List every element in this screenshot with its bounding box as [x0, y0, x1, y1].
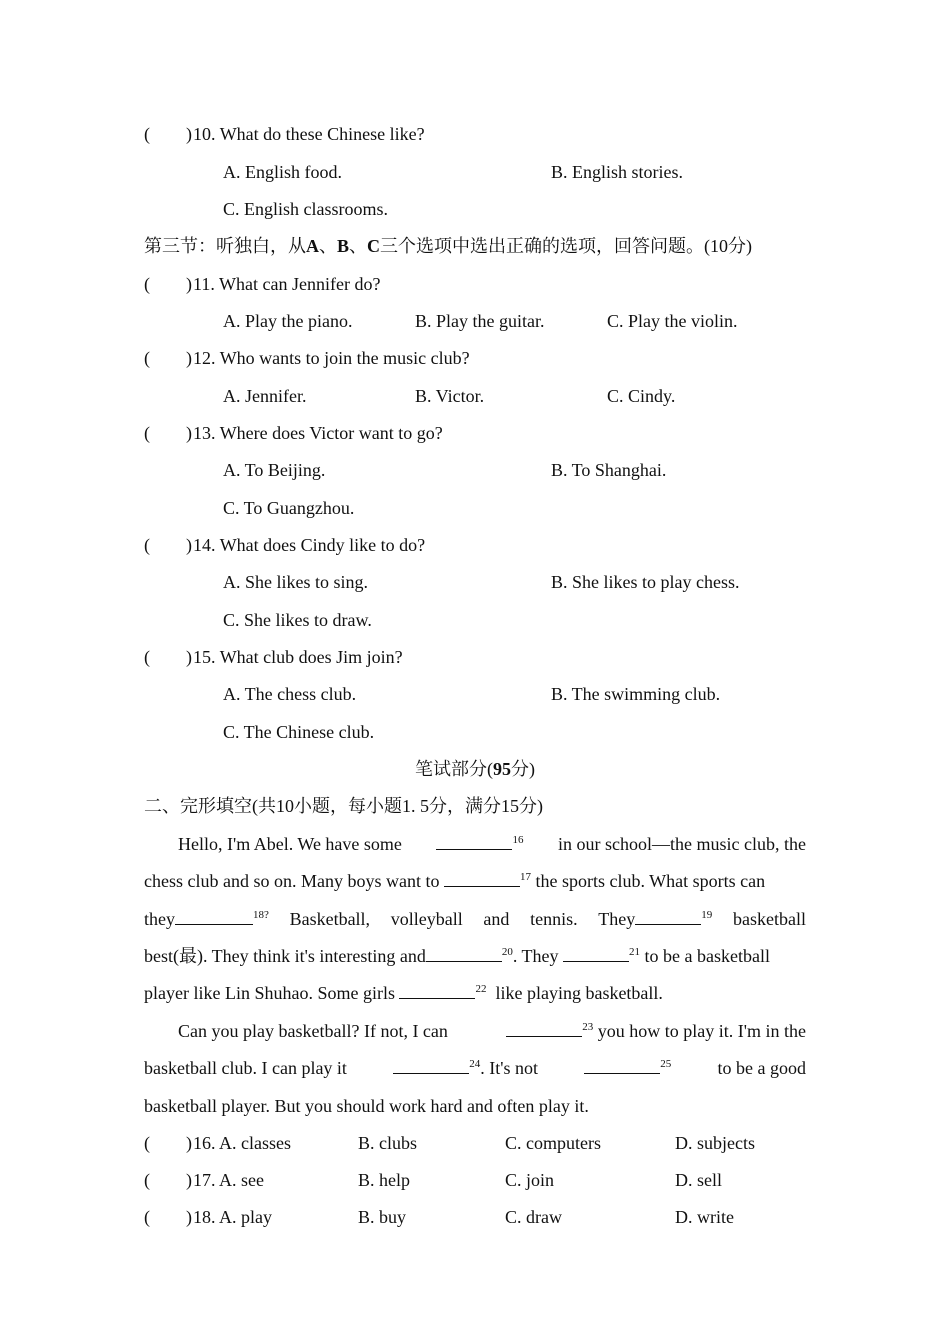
option-c: C. draw — [505, 1207, 562, 1227]
cloze-heading: 二、完形填空(共10小题，每小题1. 5分，满分15分) — [144, 796, 543, 816]
passage-line: Hello, I'm Abel. We have some $^{16}$ in our school—the music club, the — [178, 834, 806, 854]
answer-blank — [563, 946, 629, 962]
option-c: C. computers — [505, 1133, 601, 1153]
answer-bracket-open: ( — [144, 423, 150, 443]
option-c: C. join — [505, 1170, 555, 1190]
option-d: D. sell — [675, 1170, 722, 1190]
answer-bracket-close: ) — [186, 348, 192, 368]
option-b: B. buy — [358, 1207, 407, 1227]
question-text: 12. Who wants to join the music club? — [193, 348, 470, 368]
option-c: C. To Guangzhou. — [223, 498, 355, 518]
passage-line: player like Lin Shuhao. Some girls $^{22}$ like playing basketball. — [144, 983, 663, 1003]
answer-bracket-close: ) — [186, 1170, 192, 1190]
question-text: 13. Where does Victor want to go? — [193, 423, 443, 443]
option-a: A. Play the piano. — [223, 311, 353, 331]
answer-bracket-close: ) — [186, 423, 192, 443]
answer-blank — [584, 1058, 660, 1074]
passage-line: best(最). They think it's interesting and $^{20}$. They $^{21}$ to be a basketball — [144, 946, 771, 966]
answer-blank — [436, 834, 512, 850]
answer-blank — [426, 946, 502, 962]
answer-bracket-close: ) — [186, 647, 192, 667]
answer-bracket-close: ) — [186, 1207, 192, 1227]
option-b: B. clubs — [358, 1133, 418, 1153]
answer-blank — [393, 1058, 469, 1074]
answer-blank — [635, 909, 701, 925]
question-text: 10. What do these Chinese like? — [193, 124, 425, 144]
option-b: B. Play the guitar. — [415, 311, 545, 331]
option-b: B. The swimming club. — [551, 684, 721, 704]
option-a: A. Jennifer. — [223, 386, 307, 406]
option-a: A. classes — [219, 1133, 291, 1153]
question-text: 14. What does Cindy like to do? — [193, 535, 426, 555]
question-text: 11. What can Jennifer do? — [193, 274, 381, 294]
option-a: A. see — [219, 1170, 264, 1190]
option-c: C. English classrooms. — [223, 199, 388, 219]
answer-blank — [175, 909, 253, 925]
option-c: C. The Chinese club. — [223, 722, 375, 742]
option-a: A. She likes to sing. — [223, 572, 369, 592]
option-b: B. She likes to play chess. — [551, 572, 740, 592]
option-b: B. English stories. — [551, 162, 684, 182]
passage-line: basketball player. But you should work hard and often play it. — [144, 1096, 589, 1116]
written-part-title: 笔试部分(95分) — [415, 759, 535, 779]
answer-bracket-open: ( — [144, 274, 150, 294]
option-c: C. Play the violin. — [607, 311, 738, 331]
option-b: B. help — [358, 1170, 410, 1190]
option-d: D. write — [675, 1207, 734, 1227]
answer-blank — [399, 983, 475, 999]
question-text: 15. What club does Jim join? — [193, 647, 403, 667]
option-b: B. To Shanghai. — [551, 460, 667, 480]
option-a: A. To Beijing. — [223, 460, 326, 480]
answer-blank — [444, 871, 520, 887]
option-c: C. Cindy. — [607, 386, 676, 406]
answer-bracket-open: ( — [144, 535, 150, 555]
option-c: C. She likes to draw. — [223, 610, 372, 630]
option-b: B. Victor. — [415, 386, 485, 406]
question-number: 18. A. play — [193, 1207, 273, 1227]
answer-bracket-open: ( — [144, 647, 150, 667]
answer-bracket-open: ( — [144, 348, 150, 368]
answer-bracket-open: ( — [144, 1133, 150, 1153]
option-d: D. subjects — [675, 1133, 755, 1153]
answer-bracket-close: ) — [186, 535, 192, 555]
answer-bracket-open: ( — [144, 1170, 150, 1190]
section-heading: 第三节：听独白，从A、B、C三个选项中选出正确的选项，回答问题。(10分) — [144, 236, 753, 256]
passage-line: chess club and so on. Many boys want to $^{17}$ the sports club. What sports can — [144, 871, 766, 891]
answer-bracket-close: ) — [186, 1133, 192, 1153]
answer-bracket-open: ( — [144, 1207, 150, 1227]
answer-bracket-close: ) — [186, 124, 192, 144]
option-a: A. play — [219, 1207, 273, 1227]
option-a: A. English food. — [223, 162, 342, 182]
passage-line: basketball club. I can play it $^{24}$. It's not $^{25}$ to be a good — [144, 1058, 806, 1078]
question-number: 17. A. see — [193, 1170, 264, 1190]
question-number: 16. A. classes — [193, 1133, 291, 1153]
answer-bracket-close: ) — [186, 274, 192, 294]
passage-line: they $^{18?}$ Basketball, volleyball and tennis. They $^{19}$ basketball — [144, 909, 806, 929]
answer-bracket-open: ( — [144, 124, 150, 144]
answer-blank — [506, 1021, 582, 1037]
passage-line: Can you play basketball? If not, I can $^{23}$ you how to play it. I'm in the — [178, 1021, 806, 1041]
option-a: A. The chess club. — [223, 684, 357, 704]
